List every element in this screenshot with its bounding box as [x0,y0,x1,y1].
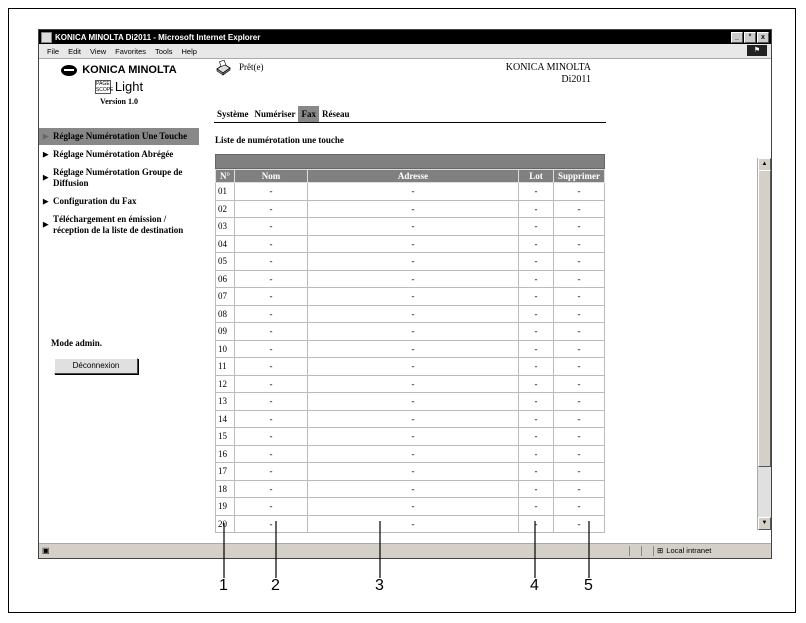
table-row [216,235,605,253]
table-row [216,200,605,218]
sidebar-item-one-touch[interactable]: ▶ Réglage Numérotation Une Touche [39,128,199,146]
row-batch[interactable]: - [519,463,554,481]
menu-tools[interactable]: Tools [155,46,173,56]
row-name[interactable]: - [235,393,308,411]
scroll-down-icon[interactable]: ▼ [758,517,771,530]
row-address[interactable]: - [308,393,519,411]
row-name[interactable]: - [235,428,308,446]
windows-logo-icon: ⚑ [747,45,767,56]
row-address[interactable]: - [308,200,519,218]
row-name[interactable]: - [235,305,308,323]
table-row [216,305,605,323]
row-address[interactable]: - [308,428,519,446]
row-number: 09 [216,323,235,341]
menu-view[interactable]: View [90,46,107,56]
tab-fax[interactable]: Fax [298,106,319,122]
row-batch[interactable]: - [519,270,554,288]
row-number: 02 [216,200,235,218]
row-batch[interactable]: - [519,340,554,358]
row-batch[interactable]: - [519,393,554,411]
arrow-right-icon: ▶ [43,132,49,140]
arrow-right-icon: ▶ [43,173,49,182]
col-number: N° [216,170,235,183]
row-name[interactable]: - [235,480,308,498]
table-row [216,270,605,288]
row-batch[interactable]: - [519,323,554,341]
scroll-up-icon[interactable]: ▲ [758,158,771,171]
konica-minolta-globe-icon [61,65,77,76]
table-row [216,498,605,516]
row-delete[interactable]: - [554,428,605,446]
table-row [216,375,605,393]
ie-icon [41,32,52,43]
one-touch-table [215,154,605,533]
row-address[interactable]: - [308,235,519,253]
row-name[interactable]: - [235,410,308,428]
security-zone: ⊞ Local intranet [657,546,712,555]
pagescope-logo: PAGE SCOPE Light [95,79,144,94]
table-row [216,428,605,446]
page-icon: ▣ [42,546,50,555]
version-label: Version 1.0 [100,97,138,106]
table-header-row [216,170,605,183]
sidebar-item-speed-dial[interactable]: ▶ Réglage Numérotation Abrégée [39,146,199,164]
row-name[interactable]: - [235,288,308,306]
row-batch[interactable]: - [519,515,554,533]
konica-minolta-logo: KONICA MINOLTA [39,64,199,76]
row-name[interactable]: - [235,358,308,376]
row-number: 18 [216,480,235,498]
row-delete[interactable]: - [554,305,605,323]
row-batch[interactable]: - [519,358,554,376]
row-number: 06 [216,270,235,288]
row-number: 04 [216,235,235,253]
table-row [216,515,605,533]
row-number: 03 [216,218,235,236]
row-delete[interactable]: - [554,375,605,393]
row-batch[interactable]: - [519,428,554,446]
row-delete[interactable]: - [554,498,605,516]
callout-4: 4 [530,577,539,594]
row-name[interactable]: - [235,323,308,341]
row-address[interactable]: - [308,270,519,288]
printer-icon [215,60,231,76]
tab-system[interactable]: Système [217,109,249,119]
row-number: 17 [216,463,235,481]
callout-2: 2 [271,577,280,594]
row-number: 10 [216,340,235,358]
row-batch[interactable]: - [519,183,554,201]
table-row [216,218,605,236]
sidebar-nav [39,128,199,240]
row-number: 12 [216,375,235,393]
device-brand: KONICA MINOLTA Di2011 [505,62,591,85]
row-delete[interactable]: - [554,200,605,218]
row-name[interactable]: - [235,445,308,463]
row-batch[interactable]: - [519,498,554,516]
title-bar [39,30,771,44]
arrow-right-icon: ▶ [43,220,49,229]
menu-bar [39,44,771,59]
row-delete[interactable]: - [554,183,605,201]
row-address[interactable]: - [308,183,519,201]
row-batch[interactable]: - [519,253,554,271]
table-row [216,323,605,341]
status-text: Prêt(e) [239,62,264,72]
row-name[interactable]: - [235,235,308,253]
table-row [216,340,605,358]
page-content [39,58,771,544]
row-name[interactable]: - [235,218,308,236]
row-address[interactable]: - [308,375,519,393]
row-batch[interactable]: - [519,445,554,463]
row-batch[interactable]: - [519,218,554,236]
row-number: 01 [216,183,235,201]
col-name: Nom [235,170,308,183]
row-delete[interactable]: - [554,288,605,306]
row-address[interactable]: - [308,253,519,271]
callout-3: 3 [375,577,384,594]
status-divider [653,546,654,556]
row-delete[interactable]: - [554,480,605,498]
row-address[interactable]: - [308,305,519,323]
col-batch: Lot [519,170,554,183]
row-address[interactable]: - [308,515,519,533]
logo-block [39,58,199,106]
row-delete[interactable]: - [554,463,605,481]
row-address[interactable]: - [308,463,519,481]
admin-mode-label: Mode admin. [51,338,103,348]
row-delete[interactable]: - [554,340,605,358]
maximize-button[interactable]: ° [744,32,756,43]
row-number: 05 [216,253,235,271]
close-button[interactable]: x [757,32,769,43]
minimize-button[interactable]: _ [731,32,743,43]
table-row [216,393,605,411]
row-address[interactable]: - [308,410,519,428]
status-divider [641,546,642,556]
row-batch[interactable]: - [519,200,554,218]
row-address[interactable]: - [308,358,519,376]
row-address[interactable]: - [308,218,519,236]
menu-favorites[interactable]: Favorites [115,46,146,56]
row-batch[interactable]: - [519,235,554,253]
window-controls [731,32,769,43]
row-number: 14 [216,410,235,428]
left-panel [39,58,199,544]
browser-window [38,29,772,559]
table-row [216,445,605,463]
menu-file[interactable]: File [47,46,60,56]
callout-5: 5 [584,577,593,594]
row-name[interactable]: - [235,340,308,358]
row-number: 07 [216,288,235,306]
arrow-right-icon: ▶ [43,197,49,205]
scroll-thumb[interactable] [758,170,771,467]
table-row [216,480,605,498]
menu-edit[interactable]: Edit [68,46,82,56]
row-number: 19 [216,498,235,516]
row-number: 20 [216,515,235,533]
row-name[interactable]: - [235,253,308,271]
row-delete[interactable]: - [554,393,605,411]
row-batch[interactable]: - [519,288,554,306]
status-row [211,58,611,98]
row-address[interactable]: - [308,340,519,358]
row-delete[interactable]: - [554,410,605,428]
table-row [216,183,605,201]
row-number: 16 [216,445,235,463]
pagescope-icon: PAGE SCOPE [95,80,114,93]
row-number: 13 [216,393,235,411]
row-delete[interactable]: - [554,218,605,236]
sidebar-item-group-dial[interactable]: ▶ Réglage Numérotation Groupe de Diffusion [39,164,199,193]
table-row [216,358,605,376]
row-address[interactable]: - [308,323,519,341]
status-divider [629,546,630,556]
row-delete[interactable]: - [554,235,605,253]
row-delete[interactable]: - [554,253,605,271]
row-delete[interactable]: - [554,323,605,341]
row-address[interactable]: - [308,498,519,516]
callout-1: 1 [219,577,228,594]
window-title: KONICA MINOLTA Di2011 - Microsoft Internet Explorer [55,32,261,42]
row-number: 08 [216,305,235,323]
row-name[interactable]: - [235,515,308,533]
row-batch[interactable]: - [519,375,554,393]
row-name[interactable]: - [235,498,308,516]
sidebar-item-fax-config[interactable]: ▶ Configuration du Fax [39,193,199,211]
row-batch[interactable]: - [519,305,554,323]
col-delete: Supprimer [554,170,605,183]
table-row [216,288,605,306]
row-delete[interactable]: - [554,515,605,533]
row-address[interactable]: - [308,445,519,463]
row-batch[interactable]: - [519,480,554,498]
intranet-icon: ⊞ [657,546,664,555]
arrow-right-icon: ▶ [43,150,49,158]
row-delete[interactable]: - [554,270,605,288]
row-number: 15 [216,428,235,446]
status-bar [39,543,771,558]
row-name[interactable]: - [235,183,308,201]
sidebar-item-download[interactable]: ▶ Téléchargement en émission / réception de la liste de destination [39,211,199,240]
table-row [216,463,605,481]
main-panel [211,58,611,544]
col-address: Adresse [308,170,519,183]
table-row [216,410,605,428]
row-batch[interactable]: - [519,410,554,428]
vertical-scrollbar[interactable] [757,158,771,530]
row-delete[interactable]: - [554,445,605,463]
row-address[interactable]: - [308,480,519,498]
row-name[interactable]: - [235,200,308,218]
row-number: 11 [216,358,235,376]
row-address[interactable]: - [308,288,519,306]
row-name[interactable]: - [235,375,308,393]
row-name[interactable]: - [235,463,308,481]
section-title: Liste de numérotation une touche [215,135,344,145]
table-row [216,253,605,271]
table-caption-bar [215,154,605,169]
row-delete[interactable]: - [554,358,605,376]
tab-network[interactable]: Réseau [321,109,350,119]
menu-help[interactable]: Help [181,46,197,56]
tab-bar [214,106,606,123]
logout-button[interactable]: Déconnexion [54,358,138,374]
row-name[interactable]: - [235,270,308,288]
tab-scan[interactable]: Numériser [254,109,296,119]
